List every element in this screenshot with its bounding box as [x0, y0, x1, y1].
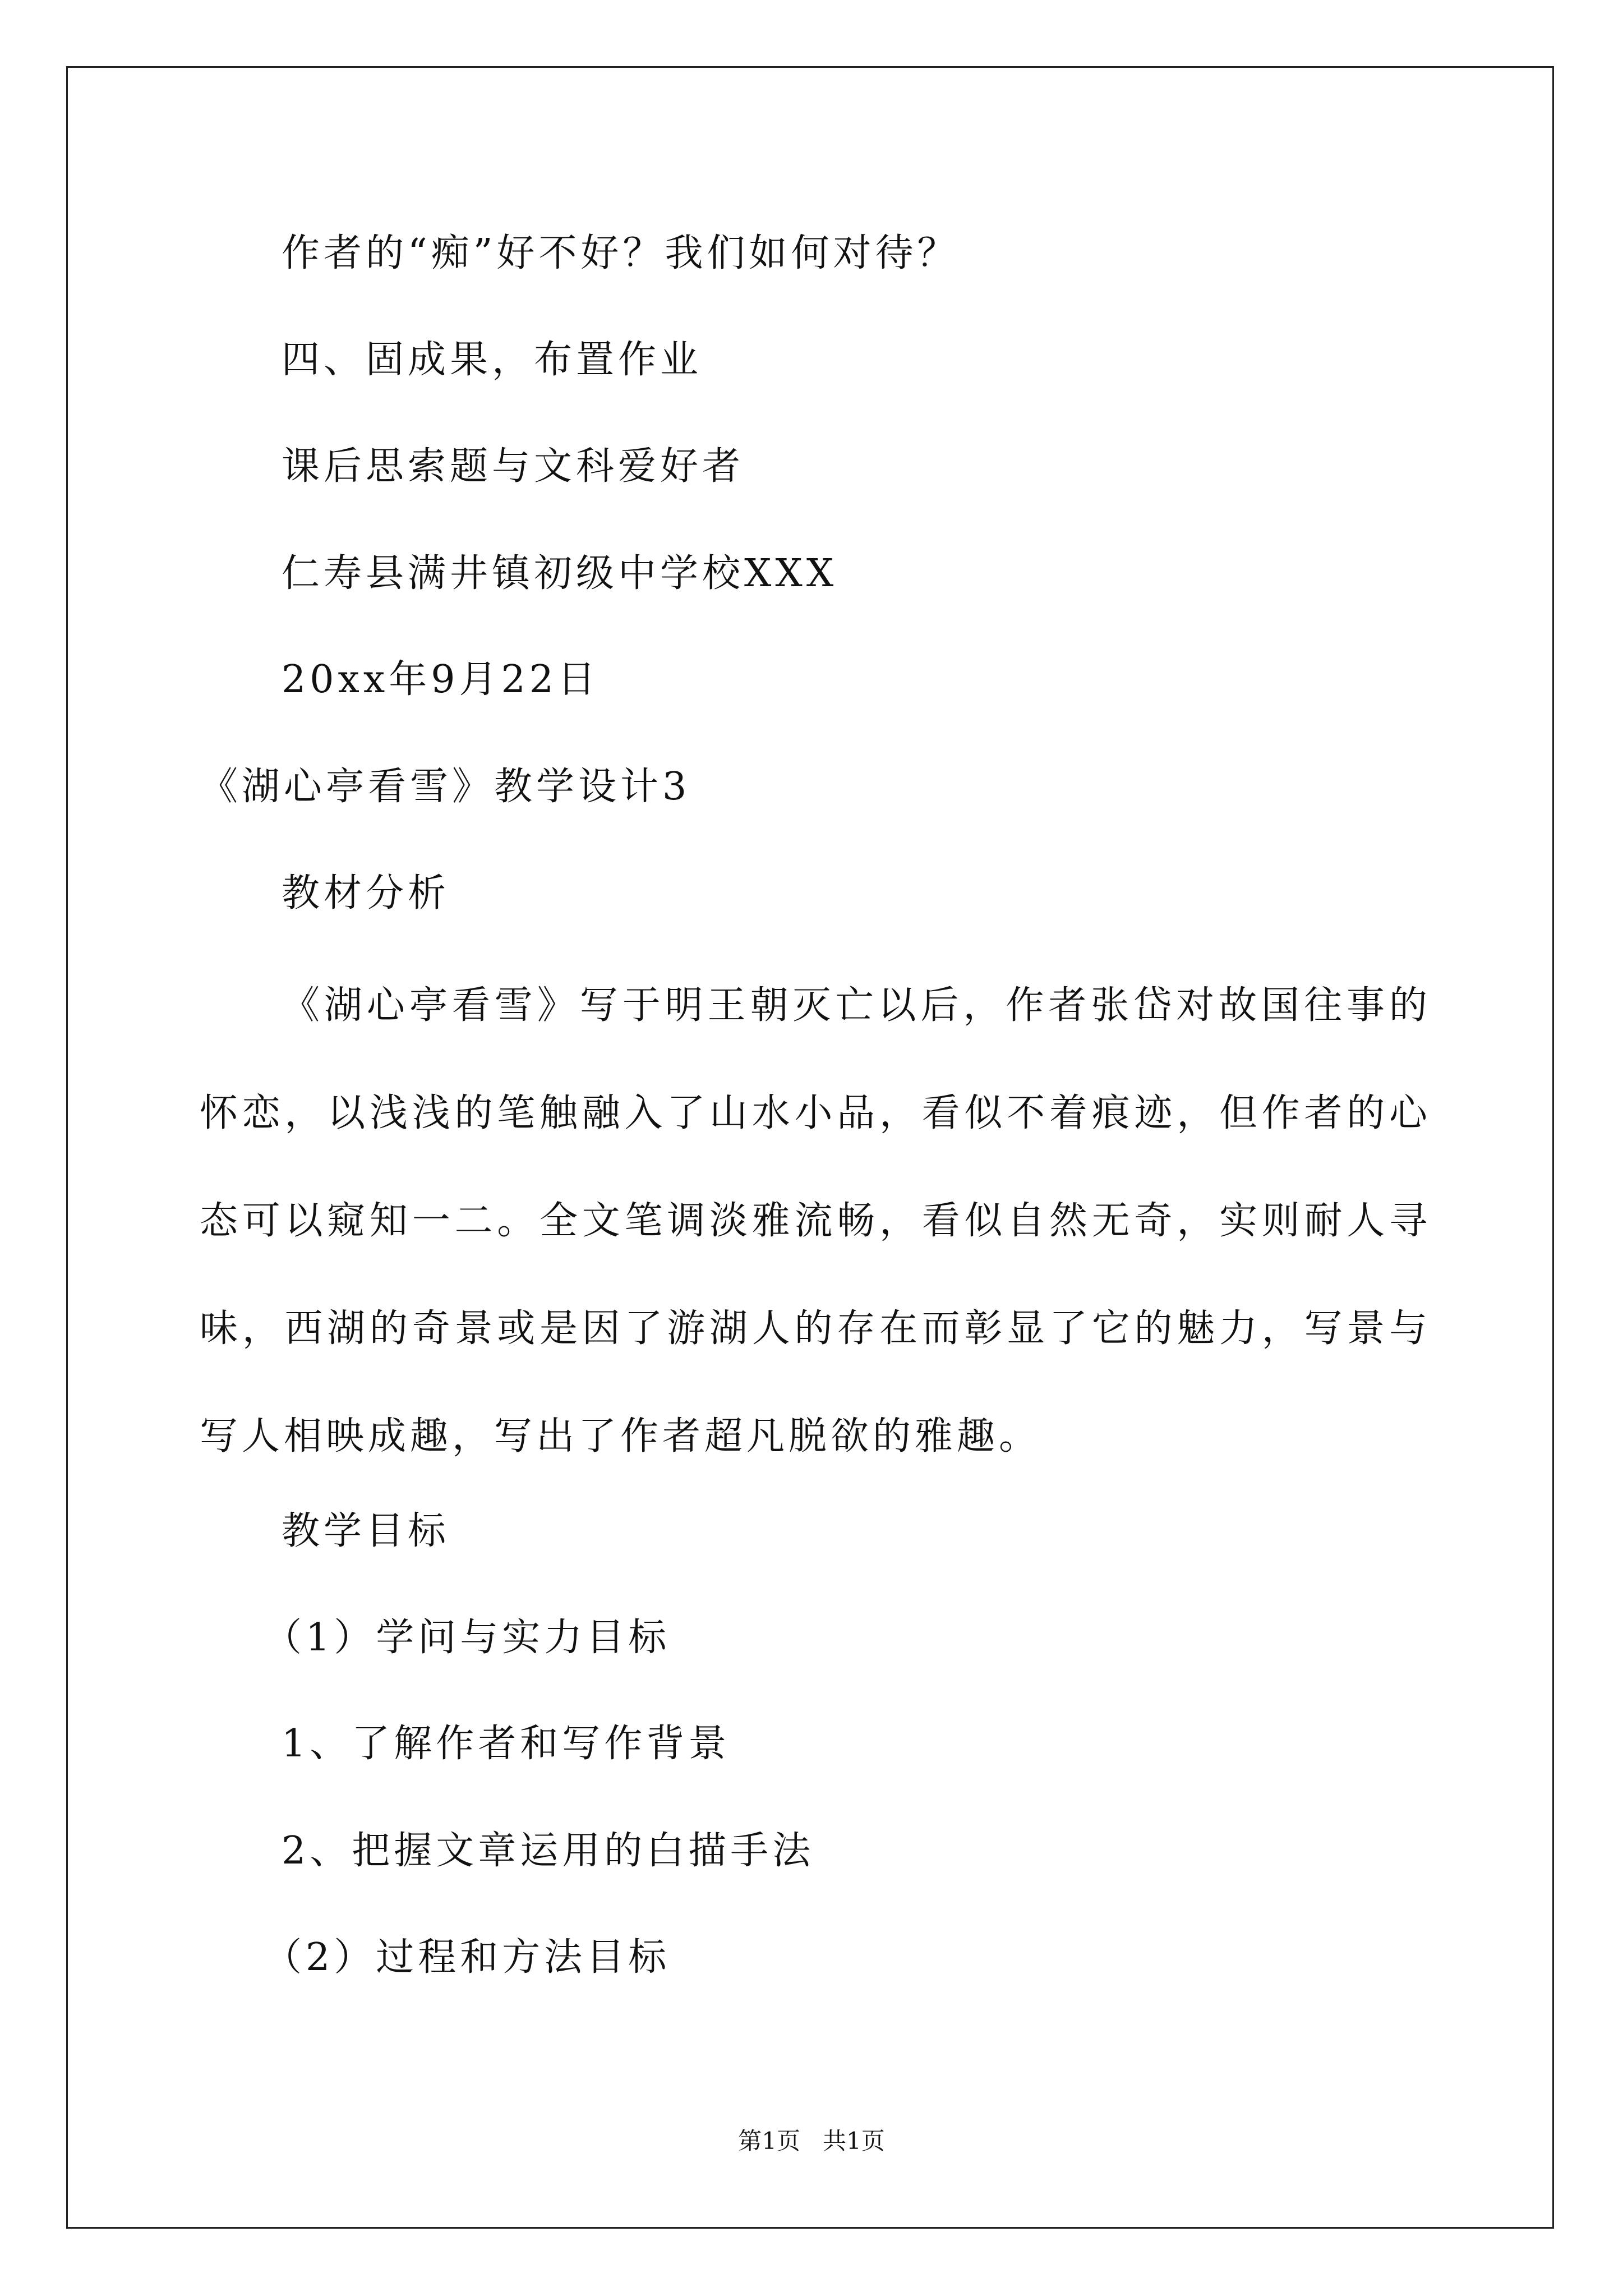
text-line-assignment: 四、固成果，布置作业	[282, 338, 703, 382]
goal-item-technique: 2、把握文章运用的白描手法	[282, 1829, 815, 1873]
heading-material-analysis: 教材分析	[282, 871, 450, 915]
text-line-question: 作者的“痴”好不好？我们如何对待？	[282, 231, 960, 275]
text-line-date: 20xx年9月22日	[282, 657, 600, 702]
goal-item-background: 1、了解作者和写作背景	[282, 1722, 731, 1766]
text-line-homework: 课后思索题与文科爱好者	[282, 444, 745, 489]
goal-knowledge-ability: （1）学问与实力目标	[264, 1616, 671, 1660]
text-line-school: 仁寿县满井镇初级中学校XXX	[282, 551, 838, 596]
paragraph-material-analysis: 《湖心亭看雪》写于明王朝灭亡以后，作者张岱对故国往事的怀恋，以浅浅的笔触融入了山水小品，看似不着痕迹，但作者的心态可以窥知一二。全文笔调淡雅流畅，看似自然无奇，实则耐人寻味，西湖的奇景或是因了游湖人的存在而彰显了它的魅力，写景与写人相映成趣，写出了作者超凡脱欲的雅趣。	[200, 983, 1431, 1458]
goal-process-method: （2）过程和方法目标	[264, 1935, 671, 1980]
section-title: 《湖心亭看雪》教学设计3	[200, 765, 691, 809]
heading-teaching-goals: 教学目标	[282, 1509, 450, 1553]
page-footer: 第1页 共1页	[738, 2127, 885, 2155]
